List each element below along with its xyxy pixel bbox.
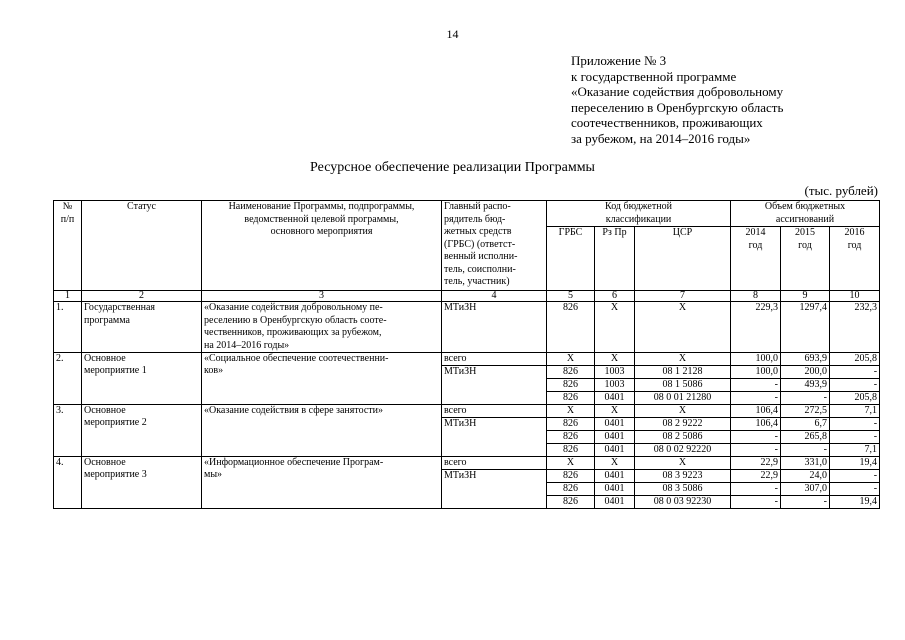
row-value-2015: 24,0 — [781, 470, 830, 483]
row-name — [202, 457, 442, 509]
row-csr: Х — [635, 302, 731, 353]
appendix-line: соотечественников, проживающих — [571, 115, 763, 130]
row-rzpr: 0401 — [595, 496, 635, 509]
header-year-2016 — [830, 227, 880, 291]
cell-text: мероприятие 2 — [84, 417, 147, 428]
column-number: 3 — [202, 291, 442, 302]
cell-text: программа — [84, 314, 130, 326]
row-status — [82, 457, 202, 509]
header-volume-group — [731, 201, 880, 227]
row-grbs: 826 — [547, 444, 595, 457]
row-value-2015: 331,0 — [781, 457, 830, 470]
row-rzpr: Х — [595, 405, 635, 418]
resource-table — [53, 200, 880, 509]
header-text: ассигнований — [775, 213, 835, 225]
cell-text: мы» — [204, 469, 223, 480]
header-csr: ЦСР — [635, 227, 731, 291]
row-value-2014: - — [731, 431, 781, 444]
header-text: Главный распо- — [444, 201, 511, 212]
row-csr: Х — [635, 405, 731, 418]
row-number: 2. — [54, 353, 82, 405]
row-value-2014: 22,9 — [731, 470, 781, 483]
row-value-2016: 205,8 — [830, 392, 880, 405]
cell-text: Основное — [84, 457, 126, 468]
row-number: 3. — [54, 405, 82, 457]
header-text: тель, соисполни- — [444, 263, 516, 275]
row-rzpr: 0401 — [595, 483, 635, 496]
row-grbs: 826 — [547, 483, 595, 496]
row-value-2014: 100,0 — [731, 353, 781, 366]
row-grbs: 826 — [547, 470, 595, 483]
header-name — [202, 201, 442, 291]
header-status: Статус — [82, 201, 202, 291]
header-text: (ГРБС) (ответст- — [444, 238, 516, 250]
row-grbs: 826 — [547, 392, 595, 405]
row-number: 1. — [54, 302, 82, 353]
appendix-line: за рубежом, на 2014–2016 годы» — [571, 130, 751, 146]
row-name — [202, 405, 442, 457]
row-csr: Х — [635, 353, 731, 366]
column-number-row — [54, 291, 880, 302]
column-number: 6 — [595, 291, 635, 302]
page-number: 14 — [446, 27, 459, 41]
row-admin: МТиЗН — [442, 302, 547, 353]
document-title: Ресурсное обеспечение реализации Программы — [310, 160, 595, 175]
column-number: 8 — [731, 291, 781, 302]
row-number: 4. — [54, 457, 82, 509]
header-text: основного мероприятия — [270, 226, 373, 237]
row-admin: всего — [442, 405, 547, 418]
row-value-2014: - — [731, 496, 781, 509]
row-value-2016: 19,4 — [830, 496, 880, 509]
row-grbs: 826 — [547, 431, 595, 444]
table-row — [54, 353, 880, 366]
row-rzpr: 1003 — [595, 366, 635, 379]
header-year-2015 — [781, 227, 830, 291]
header-num — [54, 201, 82, 291]
row-value-2015: 493,9 — [781, 379, 830, 392]
row-value-2014: 100,0 — [731, 366, 781, 379]
cell-text: на 2014–2016 годы» — [204, 339, 290, 351]
row-value-2014: - — [731, 444, 781, 457]
cell-text: чественников, проживающих за рубежом, — [204, 327, 382, 338]
header-rzpr: Рз Пр — [595, 227, 635, 291]
cell-text: Государственная — [84, 302, 156, 313]
row-grbs: 826 — [547, 418, 595, 431]
row-value-2015: - — [781, 496, 830, 509]
row-value-2015: 1297,4 — [781, 302, 830, 353]
row-value-2014: - — [731, 392, 781, 405]
cell-text: «Информационное обеспечение Програм- — [204, 457, 384, 468]
row-admin: всего — [442, 353, 547, 366]
row-value-2016: - — [830, 431, 880, 444]
row-value-2014: 106,4 — [731, 405, 781, 418]
row-csr: 08 1 2128 — [635, 366, 731, 379]
row-rzpr: 1003 — [595, 379, 635, 392]
table-row — [54, 302, 880, 353]
row-value-2014: - — [731, 483, 781, 496]
header-text: ведомственной целевой программы, — [244, 213, 399, 225]
table-row — [54, 457, 880, 470]
column-number: 4 — [442, 291, 547, 302]
row-rzpr: 0401 — [595, 392, 635, 405]
header-text: тель, участник) — [444, 276, 510, 287]
row-rzpr: 0401 — [595, 470, 635, 483]
row-grbs: Х — [547, 405, 595, 418]
table-header-row — [54, 201, 880, 227]
row-rzpr: 0401 — [595, 418, 635, 431]
column-number: 7 — [635, 291, 731, 302]
row-value-2015: 272,5 — [781, 405, 830, 418]
header-text: Объем бюджетных — [764, 201, 846, 212]
header-code-group — [547, 201, 731, 227]
cell-text: «Социальное обеспечение соотечественни- — [204, 353, 389, 364]
row-value-2015: - — [781, 392, 830, 405]
row-rzpr: Х — [595, 302, 635, 353]
row-status — [82, 302, 202, 353]
header-admin — [442, 201, 547, 291]
row-status — [82, 405, 202, 457]
header-text: 2016 — [844, 227, 865, 238]
row-csr: 08 3 9223 — [635, 470, 731, 483]
row-value-2016: - — [830, 470, 880, 483]
column-number: 2 — [82, 291, 202, 302]
appendix-note — [571, 53, 783, 146]
row-admin: МТиЗН — [442, 366, 547, 405]
row-value-2015: 265,8 — [781, 431, 830, 444]
row-rzpr: Х — [595, 353, 635, 366]
table-row — [54, 405, 880, 418]
row-value-2014: - — [731, 379, 781, 392]
cell-text: «Оказание содействия в сфере занятости» — [204, 405, 384, 416]
row-grbs: 826 — [547, 379, 595, 392]
header-text: Наименование Программы, подпрограммы, — [228, 201, 415, 212]
header-text: № — [62, 201, 73, 212]
appendix-line: переселению в Оренбургскую область — [571, 99, 784, 115]
row-value-2015: - — [781, 444, 830, 457]
row-value-2015: 307,0 — [781, 483, 830, 496]
row-value-2016: 19,4 — [830, 457, 880, 470]
column-number: 10 — [830, 291, 880, 302]
row-status — [82, 353, 202, 405]
header-text: 2015 — [795, 227, 815, 238]
row-rzpr: 0401 — [595, 444, 635, 457]
column-number: 1 — [54, 291, 82, 302]
units-label: (тыс. рублей) — [804, 183, 878, 198]
row-csr: 08 2 5086 — [635, 431, 731, 444]
row-value-2016: 7,1 — [830, 444, 880, 457]
appendix-line: к государственной программе — [571, 68, 737, 84]
header-grbs: ГРБС — [547, 227, 595, 291]
row-value-2014: 22,9 — [731, 457, 781, 470]
header-text: рядитель бюд- — [444, 213, 506, 225]
row-rzpr: 0401 — [595, 431, 635, 444]
row-value-2016: 205,8 — [830, 353, 880, 366]
row-grbs: Х — [547, 457, 595, 470]
cell-text: реселению в Оренбургскую область сооте- — [204, 314, 387, 326]
header-text: Код бюджетной — [605, 201, 672, 212]
cell-text: мероприятие 3 — [84, 469, 147, 480]
row-value-2015: 693,9 — [781, 353, 830, 366]
row-value-2016: - — [830, 366, 880, 379]
row-name — [202, 302, 442, 353]
cell-text: мероприятие 1 — [84, 365, 147, 376]
header-text: классификации — [605, 213, 672, 225]
header-text: венный исполни- — [444, 251, 518, 262]
header-text: п/п — [60, 213, 75, 225]
row-grbs: 826 — [547, 302, 595, 353]
row-admin: МТиЗН — [442, 470, 547, 509]
row-grbs: 826 — [547, 496, 595, 509]
row-admin: МТиЗН — [442, 418, 547, 457]
row-rzpr: Х — [595, 457, 635, 470]
cell-text: Основное — [84, 405, 126, 416]
column-number: 9 — [781, 291, 830, 302]
column-number: 5 — [547, 291, 595, 302]
row-csr: Х — [635, 457, 731, 470]
header-text: 2014 — [745, 227, 766, 238]
row-grbs: 826 — [547, 366, 595, 379]
row-csr: 08 0 01 21280 — [635, 392, 731, 405]
row-csr: 08 0 03 92230 — [635, 496, 731, 509]
row-value-2014: 229,3 — [731, 302, 781, 353]
row-csr: 08 0 02 92220 — [635, 444, 731, 457]
row-value-2014: 106,4 — [731, 418, 781, 431]
row-value-2016: - — [830, 418, 880, 431]
row-csr: 08 1 5086 — [635, 379, 731, 392]
header-text: год — [798, 239, 812, 251]
row-csr: 08 2 9222 — [635, 418, 731, 431]
header-year-2014 — [731, 227, 781, 291]
cell-text: Основное — [84, 353, 126, 364]
header-text: год — [748, 239, 763, 251]
header-text: год — [847, 239, 862, 251]
row-value-2015: 6,7 — [781, 418, 830, 431]
cell-text: «Оказание содействия добровольному пе- — [204, 302, 383, 313]
header-text: жетных средств — [444, 226, 512, 237]
appendix-line: «Оказание содействия добровольному — [571, 84, 784, 99]
cell-text: ков» — [204, 365, 224, 376]
row-admin: всего — [442, 457, 547, 470]
appendix-line: Приложение № 3 — [571, 53, 667, 68]
row-value-2016: - — [830, 483, 880, 496]
row-value-2016: - — [830, 379, 880, 392]
row-value-2016: 232,3 — [830, 302, 880, 353]
row-value-2016: 7,1 — [830, 405, 880, 418]
row-csr: 08 3 5086 — [635, 483, 731, 496]
row-name — [202, 353, 442, 405]
row-value-2015: 200,0 — [781, 366, 830, 379]
row-grbs: Х — [547, 353, 595, 366]
